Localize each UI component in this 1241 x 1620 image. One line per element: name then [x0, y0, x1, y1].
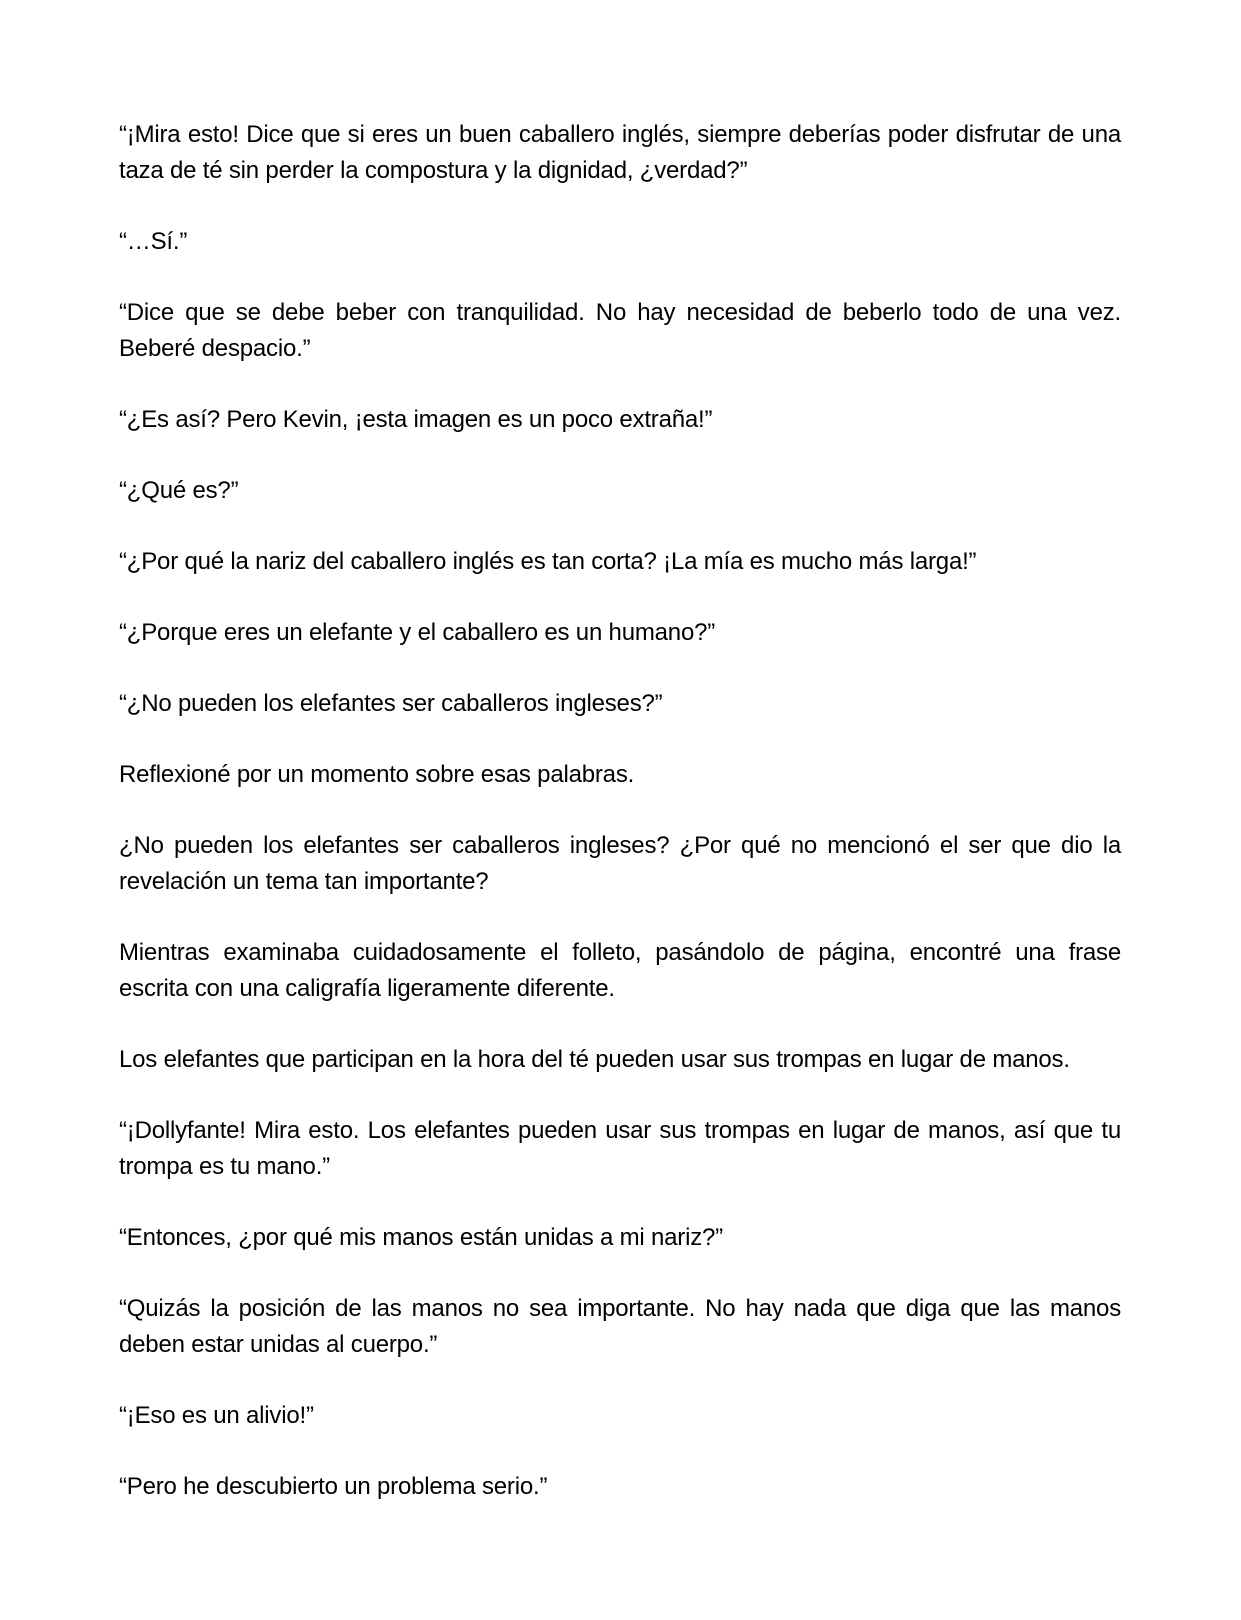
paragraph-14: “Entonces, ¿por qué mis manos están unidas a mi nariz?”: [119, 1224, 723, 1251]
paragraph-11: Mientras examinaba cuidadosamente el folleto, pasándolo de página, encontré una frase escrita con una caligrafía ligeramente diferente.: [119, 939, 1121, 1002]
paragraph-13: “¡Dollyfante! Mira esto. Los elefantes pueden usar sus trompas en lugar de manos, así que tu trompa es tu mano.”: [119, 1117, 1121, 1180]
paragraph-3: “Dice que se debe beber con tranquilidad. No hay necesidad de beberlo todo de una vez. Beberé despacio.”: [119, 299, 1121, 362]
paragraph-6: “¿Por qué la nariz del caballero inglés es tan corta? ¡La mía es mucho más larga!”: [119, 548, 977, 575]
paragraph-5: “¿Qué es?”: [119, 477, 239, 504]
paragraph-16: “¡Eso es un alivio!”: [119, 1402, 314, 1429]
paragraph-8: “¿No pueden los elefantes ser caballeros ingleses?”: [119, 690, 663, 717]
paragraph-17: “Pero he descubierto un problema serio.”: [119, 1473, 548, 1500]
paragraph-2: “…Sí.”: [119, 228, 188, 255]
paragraph-7: “¿Porque eres un elefante y el caballero es un humano?”: [119, 619, 716, 646]
paragraph-12: Los elefantes que participan en la hora del té pueden usar sus trompas en lugar de manos.: [119, 1046, 1070, 1073]
paragraph-1: “¡Mira esto! Dice que si eres un buen caballero inglés, siempre deberías poder disfrutar de una taza de té sin perder la compostura y la dignidad, ¿verdad?”: [119, 121, 1121, 184]
paragraph-15: “Quizás la posición de las manos no sea importante. No hay nada que diga que las manos deben estar unidas al cuerpo.”: [119, 1295, 1121, 1358]
paragraph-10: ¿No pueden los elefantes ser caballeros ingleses? ¿Por qué no mencionó el ser que dio la revelación un tema tan importante?: [119, 832, 1121, 895]
document-page: [119, 117, 1121, 1540]
paragraph-9: Reflexioné por un momento sobre esas palabras.: [119, 761, 635, 788]
paragraph-4: “¿Es así? Pero Kevin, ¡esta imagen es un poco extraña!”: [119, 406, 713, 433]
